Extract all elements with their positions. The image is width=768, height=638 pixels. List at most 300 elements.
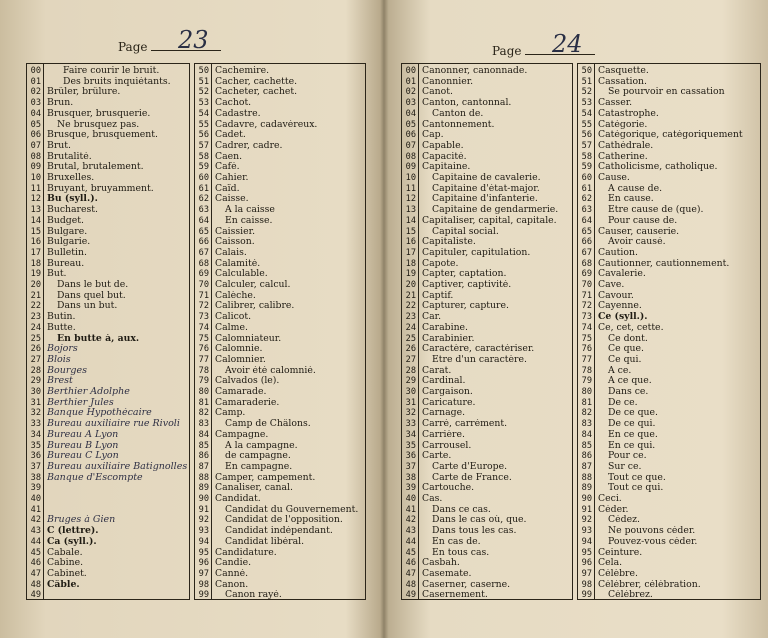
entry-text: Bulletin. [47, 247, 87, 258]
entry-text: Pour ce. [608, 451, 647, 462]
entry-text: Ca (syll.). [47, 536, 97, 547]
entry-row [194, 451, 366, 462]
entry-number: 94 [198, 536, 209, 547]
entry-text: Brutalité. [47, 151, 92, 162]
entry-row [26, 387, 190, 398]
entry-row [577, 194, 761, 205]
entry-text: En cas de. [432, 536, 481, 547]
page-number: 23 [178, 26, 209, 54]
entry-text: Calculer, calcul. [215, 280, 291, 290]
entry-number: 47 [405, 568, 416, 579]
entry-number: 02 [405, 87, 416, 98]
entry-text: A ce que. [608, 376, 652, 387]
entry-row [26, 344, 190, 355]
entry-row [194, 269, 366, 280]
entry-number: 00 [30, 66, 41, 76]
entry-number: 63 [581, 205, 592, 216]
entry-number: 40 [30, 494, 41, 504]
entry-row [26, 141, 190, 152]
entry-text: Etre d'un caractère. [432, 354, 527, 365]
entry-row [26, 558, 190, 569]
entry-row [577, 269, 761, 280]
entry-number: 67 [581, 247, 592, 258]
entry-number: 63 [198, 205, 209, 216]
entry-text: A la caisse [225, 205, 275, 216]
entry-number: 83 [581, 419, 592, 430]
entry-number: 94 [581, 536, 592, 547]
entry-row [194, 248, 366, 259]
entry-row [577, 162, 761, 173]
entry-number: 56 [198, 130, 209, 141]
entry-number: 57 [581, 140, 592, 151]
entry-text: Capacité. [422, 151, 467, 162]
entry-text: Calicot. [215, 312, 252, 323]
entry-row [577, 205, 761, 216]
entry-number: 82 [198, 408, 209, 419]
entry-number: 77 [198, 354, 209, 365]
entry-row [194, 216, 366, 227]
entry-text: Dans un but. [57, 301, 118, 312]
entry-number: 43 [30, 526, 41, 537]
entry-number: 93 [581, 526, 592, 537]
entry-text: Capitaine de gendarmerie. [432, 205, 559, 216]
entry-row [401, 580, 573, 591]
entry-row [401, 205, 573, 216]
entry-text: Calomniateur. [215, 333, 282, 344]
entry-text: Cause. [598, 173, 630, 183]
entry-row [577, 473, 761, 484]
entry-row [401, 505, 573, 516]
entry-text: Cela. [598, 558, 623, 569]
entry-row [577, 66, 761, 77]
entry-row [401, 548, 573, 559]
page-number: 24 [552, 30, 583, 58]
entry-text: Candidat libéral. [225, 536, 305, 547]
entry-number: 32 [405, 408, 416, 419]
entry-text: En caisse. [225, 215, 273, 226]
handwritten-entry: Bureau auxiliaire Batignolles [47, 461, 188, 472]
entry-number: 93 [198, 526, 209, 537]
entry-text: Pouvez-vous céder. [608, 536, 698, 547]
entry-number: 35 [405, 440, 416, 451]
page-header-left [118, 26, 221, 54]
entry-row [401, 227, 573, 238]
entry-row [26, 66, 190, 77]
handwritten-entry: Brest [47, 376, 73, 387]
entry-row [194, 184, 366, 195]
entry-number: 64 [581, 215, 592, 226]
entry-text: Carte de France. [432, 472, 512, 483]
entry-row [577, 280, 761, 291]
handwritten-entry: Bureau auxiliaire rue Rivoli [47, 419, 180, 430]
entry-row [194, 376, 366, 387]
entry-number: 88 [198, 472, 209, 483]
entry-row [194, 408, 366, 419]
entry-row [401, 419, 573, 430]
entry-number: 39 [30, 483, 41, 494]
entry-number: 79 [581, 376, 592, 387]
entry-number: 91 [581, 504, 592, 515]
entry-number: 92 [581, 515, 592, 526]
entry-text: Captiver, captivité. [422, 280, 512, 290]
entry-text: Ce (syll.). [598, 312, 648, 323]
entry-column [577, 63, 761, 600]
entry-text: Tout ce qui. [608, 483, 664, 494]
entry-number: 61 [198, 183, 209, 194]
entry-row [26, 462, 190, 473]
entry-row [26, 366, 190, 377]
entry-text: Des bruits inquiétants. [63, 76, 171, 87]
entry-number: 42 [405, 515, 416, 526]
entry-row [577, 334, 761, 345]
entry-row [194, 494, 366, 505]
entry-text: Budget. [47, 215, 84, 226]
entry-text: Céder. [598, 504, 629, 515]
entry-text: Capitaliste. [422, 237, 476, 248]
entry-row [194, 515, 366, 526]
entry-text: Ce dont. [608, 333, 648, 344]
entry-text: Calvados (le). [215, 376, 280, 387]
entry-text: Brutal, brutalement. [47, 162, 144, 173]
entry-row [401, 590, 573, 601]
entry-row [194, 87, 366, 98]
entry-row [26, 301, 190, 312]
entry-text: Caricature. [422, 397, 476, 408]
handwritten-entry: Bojors [47, 344, 78, 355]
entry-number: 25 [405, 333, 416, 344]
entry-text: Candidat. [215, 494, 261, 504]
handwritten-entry: Banque d'Escompte [47, 472, 143, 483]
entry-number: 13 [405, 205, 416, 216]
entry-text: Casemate. [422, 568, 472, 579]
entry-row [194, 548, 366, 559]
entry-number: 14 [405, 215, 416, 226]
entry-text: Bucharest. [47, 205, 98, 216]
entry-row [26, 515, 190, 526]
entry-row [194, 141, 366, 152]
entry-row [26, 441, 190, 452]
entry-row [401, 269, 573, 280]
handwritten-entry: Blois [47, 354, 71, 365]
entry-number: 75 [581, 333, 592, 344]
entry-row [401, 462, 573, 473]
entry-number: 51 [581, 76, 592, 87]
entry-number: 33 [405, 419, 416, 430]
entry-number: 29 [405, 376, 416, 387]
handwritten-entry: Bureau B Lyon [47, 440, 119, 451]
entry-number: 31 [405, 397, 416, 408]
entry-row [577, 291, 761, 302]
entry-number: 87 [198, 461, 209, 472]
entry-row [401, 87, 573, 98]
entry-number: 89 [581, 483, 592, 494]
entry-row [26, 173, 190, 184]
entry-text: Avoir causé. [608, 237, 666, 248]
entry-text: Captif. [422, 290, 454, 301]
entry-row [577, 387, 761, 398]
entry-number: 19 [405, 269, 416, 280]
entry-text: Brusquer, brusquerie. [47, 108, 151, 119]
entry-text: Cautionner, cautionnement. [598, 258, 730, 269]
entry-number: 45 [405, 547, 416, 558]
entry-text: Butte. [47, 322, 76, 333]
entry-text: De ce qui. [608, 419, 656, 430]
entry-text: Calibrer, calibre. [215, 301, 295, 312]
entry-text: En tous cas. [432, 547, 490, 558]
entry-row [26, 355, 190, 366]
entry-text: Caution. [598, 247, 638, 258]
entry-number: 24 [405, 322, 416, 333]
entry-number: 32 [30, 408, 41, 419]
entry-text: Caserner, caserne. [422, 579, 511, 590]
entry-row [401, 77, 573, 88]
entry-row [26, 526, 190, 537]
entry-row [194, 120, 366, 131]
entry-number: 58 [581, 151, 592, 162]
entry-row [194, 194, 366, 205]
entry-text: Cabinet. [47, 568, 87, 579]
entry-text: Carabinier. [422, 333, 475, 344]
entry-number: 34 [30, 429, 41, 440]
entry-number: 44 [405, 536, 416, 547]
entry-row [577, 376, 761, 387]
entry-row [401, 387, 573, 398]
entry-row [194, 387, 366, 398]
entry-number: 28 [405, 365, 416, 376]
entry-text: Capturer, capture. [422, 301, 509, 312]
entry-row [26, 130, 190, 141]
entry-number: 23 [30, 312, 41, 323]
entry-text: Capitaine d'infanterie. [432, 194, 538, 205]
entry-row [194, 98, 366, 109]
entry-text: Brûler, brûlure. [47, 87, 121, 98]
entry-number: 48 [30, 579, 41, 590]
entry-text: Caïd. [215, 183, 240, 194]
entry-row [577, 141, 761, 152]
entry-row [194, 505, 366, 516]
entry-row [26, 237, 190, 248]
entry-number: 26 [30, 344, 41, 355]
entry-row [194, 66, 366, 77]
entry-row [26, 259, 190, 270]
handwritten-entry: Berthier Adolphe [47, 387, 130, 397]
entry-text: Brut. [47, 140, 71, 151]
entry-row [401, 98, 573, 109]
entry-number: 70 [198, 280, 209, 290]
entry-text: Catégorie. [598, 119, 648, 130]
entry-row [401, 194, 573, 205]
entry-number: 87 [581, 461, 592, 472]
entry-number: 90 [198, 494, 209, 504]
entry-number: 66 [581, 237, 592, 248]
entry-row [577, 419, 761, 430]
entry-number: 18 [405, 258, 416, 269]
entry-row [26, 109, 190, 120]
entry-row [194, 259, 366, 270]
entry-row [401, 355, 573, 366]
entry-row [401, 312, 573, 323]
entry-number: 23 [405, 312, 416, 323]
entry-row [26, 87, 190, 98]
entry-number: 76 [581, 344, 592, 355]
entry-number: 65 [198, 226, 209, 237]
entry-text: Caissier. [215, 226, 256, 237]
entry-number: 09 [30, 162, 41, 173]
entry-number: 67 [198, 247, 209, 258]
entry-text: Calais. [215, 247, 247, 258]
entry-number: 97 [198, 568, 209, 579]
entry-number: 62 [198, 194, 209, 205]
entry-text: Célébrez. [608, 590, 653, 601]
entry-number: 81 [198, 397, 209, 408]
entry-number: 36 [405, 451, 416, 462]
entry-row [401, 526, 573, 537]
entry-text: Canon. [215, 579, 249, 590]
entry-text: Cargaison. [422, 387, 473, 397]
entry-text: Capituler, capitulation. [422, 247, 531, 258]
entry-text: Capitaine. [422, 162, 471, 173]
entry-row [194, 580, 366, 591]
entry-text: Bulgarie. [47, 237, 91, 248]
entry-number: 70 [581, 280, 592, 290]
entry-text: Cachemire. [215, 66, 270, 76]
entry-number: 43 [405, 526, 416, 537]
entry-row [26, 494, 190, 505]
entry-text: Calèche. [215, 290, 256, 301]
entry-number: 15 [405, 226, 416, 237]
entry-number: 82 [581, 408, 592, 419]
entry-row [194, 590, 366, 601]
entry-text: Candidat de l'opposition. [225, 515, 343, 526]
entry-text: Cap. [422, 130, 444, 141]
entry-text: Carré, carrément. [422, 419, 508, 430]
entry-number: 07 [405, 140, 416, 151]
entry-number: 55 [581, 119, 592, 130]
entry-text: A ce. [608, 365, 632, 376]
entry-row [577, 216, 761, 227]
entry-text: Cavalerie. [598, 269, 646, 280]
entry-row [577, 483, 761, 494]
entry-number: 86 [198, 451, 209, 462]
entry-row [577, 173, 761, 184]
entry-number: 05 [30, 119, 41, 130]
entry-number: 68 [198, 258, 209, 269]
entry-row [26, 376, 190, 387]
right-page [385, 0, 768, 638]
entry-number: 54 [198, 108, 209, 119]
entry-number: 05 [405, 119, 416, 130]
entry-row [401, 141, 573, 152]
entry-number: 03 [30, 98, 41, 109]
entry-row [577, 408, 761, 419]
entry-number: 95 [198, 547, 209, 558]
entry-text: Camarade. [215, 387, 267, 397]
entry-row [194, 344, 366, 355]
entry-text: Calomnier. [215, 354, 266, 365]
entry-text: Canonnier. [422, 76, 474, 87]
entry-number: 18 [30, 258, 41, 269]
entry-text: Casbah. [422, 558, 460, 569]
entry-text: Cassation. [598, 76, 647, 87]
entry-number: 73 [581, 312, 592, 323]
entry-row [401, 441, 573, 452]
entry-text: Calme. [215, 322, 248, 333]
entry-number: 73 [198, 312, 209, 323]
entry-row [401, 237, 573, 248]
entry-text: Tout ce que. [608, 472, 666, 483]
entry-number: 59 [198, 162, 209, 173]
entry-number: 42 [30, 515, 41, 526]
entry-row [577, 152, 761, 163]
entry-column [401, 63, 573, 600]
entry-text: Ceci. [598, 494, 622, 504]
entry-row [577, 515, 761, 526]
entry-number: 50 [581, 66, 592, 76]
entry-number: 17 [405, 247, 416, 258]
entry-row [26, 77, 190, 88]
entry-row [577, 494, 761, 505]
entry-row [26, 227, 190, 238]
entry-number: 52 [198, 87, 209, 98]
entry-row [401, 280, 573, 291]
entry-number: 98 [198, 579, 209, 590]
entry-text: Cacheter, cachet. [215, 87, 298, 98]
entry-number: 75 [198, 333, 209, 344]
entry-number: 41 [30, 504, 41, 515]
entry-text: Capable. [422, 140, 464, 151]
entry-row [401, 323, 573, 334]
entry-row [577, 548, 761, 559]
entry-number: 38 [405, 472, 416, 483]
entry-text: Dans ce. [608, 387, 649, 397]
entry-row [194, 237, 366, 248]
entry-row [577, 259, 761, 270]
entry-text: De ce que. [608, 408, 658, 419]
entry-row [26, 580, 190, 591]
entry-text: Camp. [215, 408, 246, 419]
entry-number: 01 [405, 76, 416, 87]
entry-row [26, 483, 190, 494]
entry-number: 39 [405, 483, 416, 494]
entry-number: 06 [405, 130, 416, 141]
entry-number: 30 [30, 387, 41, 397]
entry-number: 71 [198, 290, 209, 301]
entry-number: 69 [198, 269, 209, 280]
entry-text: A cause de. [608, 183, 663, 194]
entry-number: 30 [405, 387, 416, 397]
entry-number: 69 [581, 269, 592, 280]
entry-row [401, 334, 573, 345]
entry-row [401, 376, 573, 387]
entry-number: 31 [30, 397, 41, 408]
entry-number: 46 [30, 558, 41, 569]
entry-row [577, 120, 761, 131]
entry-text: Causer, causerie. [598, 226, 680, 237]
entry-text: En ce que. [608, 429, 658, 440]
entry-number: 91 [198, 504, 209, 515]
entry-number: 74 [198, 322, 209, 333]
entry-number: 08 [30, 151, 41, 162]
entry-row [577, 451, 761, 462]
entry-text: Calomnie. [215, 344, 263, 355]
entry-number: 88 [581, 472, 592, 483]
entry-number: 57 [198, 140, 209, 151]
entry-number: 36 [30, 451, 41, 462]
entry-row [26, 537, 190, 548]
entry-text: Capitaliser, capital, capitale. [422, 215, 557, 226]
entry-row [577, 590, 761, 601]
entry-row [401, 473, 573, 484]
